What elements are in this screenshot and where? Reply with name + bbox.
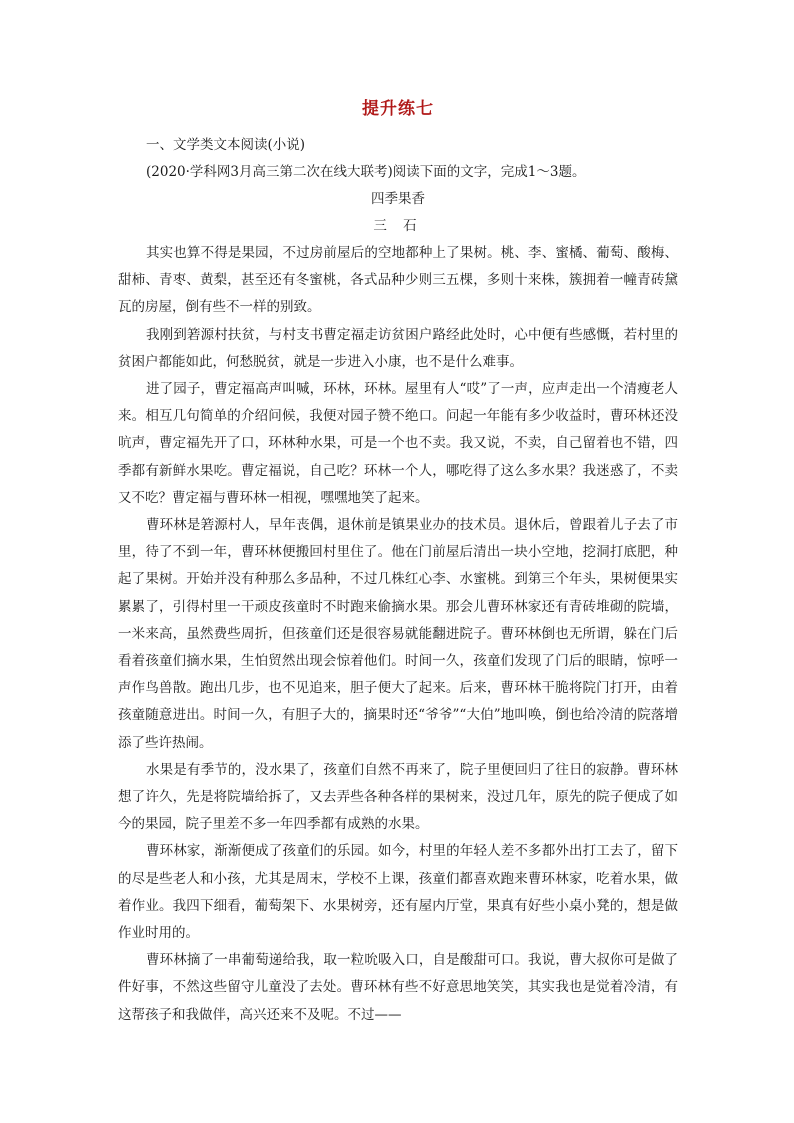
section-heading: 一、文学类文本阅读(小说) <box>146 137 306 153</box>
story-author: 三 石 <box>373 218 423 234</box>
paragraph-4: 曹环林是箬源村人，早年丧偶，退休前是镇果业办的技术员。退休后，曾跟着儿子去了市里，待了不到一年，曹环林便搬回村里住了。他在门前屋后清出一块小空地，挖洞打底肥，种起了果树。开始并没有种那么多品种，不过几株红心李、水蜜桃。到第三个年头，果树便果实累累了，引得村里一干顽皮孩童时不时跑来偷摘水果。那会儿曹环林家还有青砖堆砌的院墙，一米来高，虽然费些周折，但孩童们还是很容易就能翻进院子。曹环林倒也无所谓，躲在门后看着孩童们摘水果，生怕贸然出现会惊着他们。时间一久，孩童们发现了门后的眼睛，惊呼一声作鸟兽散。跑出几步，也不见追来，胆子便大了起来。后来，曹环林干脆将院门打开，由着孩童随意进出。时间一久，有胆子大的，摘果时还“爷爷”“大伯”地叫唤，倒也给冷清的院落增添了些许热闹。 <box>118 517 678 751</box>
page-title: 提升练七 <box>362 99 434 119</box>
paragraph-6: 曹环林家，渐渐便成了孩童们的乐园。如今，村里的年轻人差不多都外出打工去了，留下的尽是些老人和小孩，尤其是周末，学校不上课，孩童们都喜欢跑来曹环林家，吃着水果，做着作业。我四下细看，葡萄架下、水果树旁，还有屋内厅堂，果真有好些小桌小凳的，想是做作业时用的。 <box>118 843 678 942</box>
paragraph-2: 我刚到箬源村扶贫，与村支书曹定福走访贫困户路经此处时，心中便有些感慨，若村里的贫困户都能如此，何愁脱贫，就是一步进入小康，也不是什么难事。 <box>118 326 678 370</box>
paragraph-3: 进了园子，曹定福高声叫喊，环林，环林。屋里有人“哎”了一声，应声走出一个清瘦老人来。相互几句简单的介绍问候，我便对园子赞不绝口。问起一年能有多少收益时，曹环林还没吭声，曹定福先开了口，环林种水果，可是一个也不卖。我又说，不卖，自己留着也不错，四季都有新鲜水果吃。曹定福说，自己吃？环林一个人，哪吃得了这么多水果？我迷惑了，不卖又不吃？曹定福与曹环林一相视，嘿嘿地笑了起来。 <box>118 381 678 506</box>
paragraph-1: 其实也算不得是果园，不过房前屋后的空地都种上了果树。桃、李、蜜橘、葡萄、酸梅、甜柿、青枣、黄梨，甚至还有冬蜜桃，各式品种少则三五棵，多则十来株，簇拥着一幢青砖黛瓦的房屋，倒有些不一样的别致。 <box>118 245 678 316</box>
document-page <box>118 96 678 1029</box>
paragraph-5: 水果是有季节的，没水果了，孩童们自然不再来了，院子里便回归了往日的寂静。曹环林想了许久，先是将院墙给拆了，又去弄些各种各样的果树来，没过几年，原先的院子便成了如今的果园，院子里差不多一年四季都有成熟的水果。 <box>118 761 678 833</box>
story-title: 四季果香 <box>371 191 425 207</box>
paragraph-7: 曹环林摘了一串葡萄递给我，取一粒吮吸入口，自是酸甜可口。我说，曹大叔你可是做了件好事，不然这些留守儿童没了去处。曹环林有些不好意思地笑笑，其实我也是觉着冷清，有这帮孩子和我做伴，高兴还来不及呢。不过—— <box>118 952 678 1023</box>
source-instruction: (2020·学科网3月高三第二次在线大联考)阅读下面的文字，完成1～3题。 <box>146 164 586 180</box>
